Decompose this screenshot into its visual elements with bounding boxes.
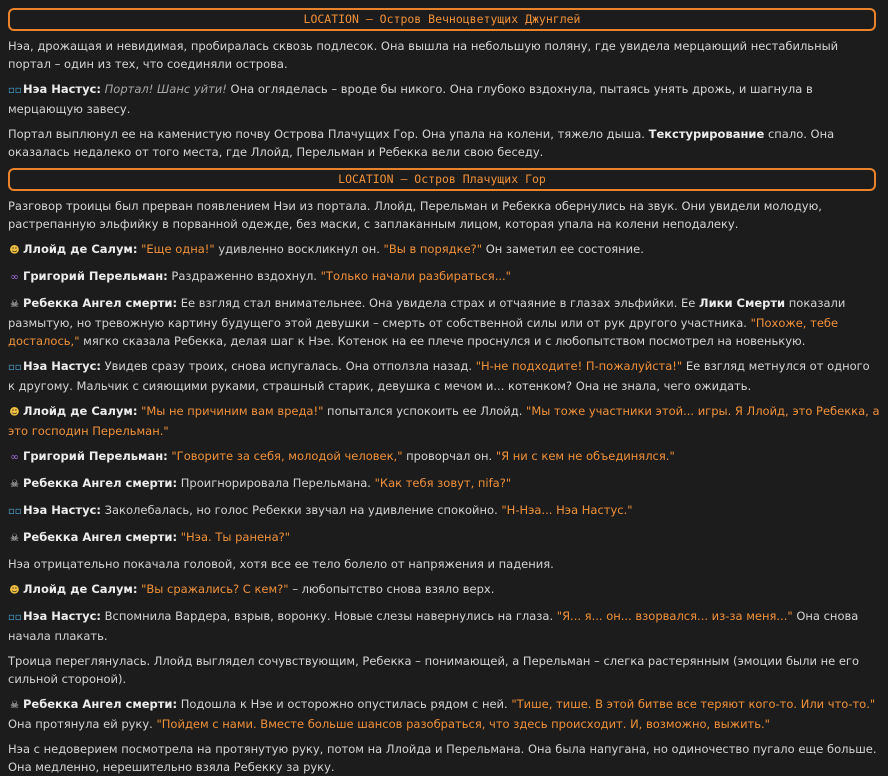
dialogue-line	[8, 267, 880, 287]
line-text: Он заметил ее состояние.	[482, 242, 644, 256]
narration-text: Разговор троицы был прерван появлением Нэи из портала. Ллойд, Перельман и Ребекка обернулись на звук. Они увидели молодую, растрепанную эльфийку в порванной одежде, без маски, с заплаканным лицом, которая упала на колени неподалеку.	[8, 199, 822, 231]
quote: "Я ни с кем не объединялся."	[495, 449, 675, 463]
glasses-icon: ▫▫	[8, 85, 22, 96]
location-banner: LOCATION – Остров Плачущих Гор	[8, 168, 876, 191]
dialogue-line	[8, 528, 880, 548]
narration	[8, 740, 880, 776]
narration-text: Нэа с недоверием посмотрела на протянутую руку, потом на Ллойда и Перельмана. Она была напугана, но одиночество пугало еще больше. Она медленно, нерешительно взяла Ребекку за руку.	[8, 742, 877, 774]
speaker-name: Нэа Настус:	[23, 82, 101, 96]
speaker-name: Григорий Перельман:	[23, 269, 168, 283]
line-text: Подошла к Нэе и осторожно опустилась рядом с ней.	[177, 697, 512, 711]
quote: "Я... я... он... взорвался... из-за меня..."	[556, 609, 793, 623]
dialogue-line	[8, 80, 880, 118]
dialogue-line	[8, 447, 880, 467]
narration	[8, 652, 880, 688]
line-text: показали размытую, но тревожную картину будущего этой девушки – смерть от собственной силы или от рук другого участника.	[8, 296, 846, 330]
quote: "Говорите за себя, молодой человек,"	[171, 449, 403, 463]
narration	[8, 37, 880, 73]
speaker-name: Ллойд де Салум:	[23, 404, 138, 418]
line-text: Ее взгляд метнулся от одного к другому. Мальчик с сияющими руками, страшный старик, девушка с мечом и... котенком? Она не знала, чего ожидать.	[8, 359, 870, 393]
speaker-name: Нэа Настус:	[23, 503, 101, 517]
narration	[8, 197, 880, 233]
line-text: попытался успокоить ее Ллойд.	[323, 404, 527, 418]
bold-term: Лики Смерти	[699, 296, 786, 310]
narration-text: спало. Она оказалась недалеко от того места, где Ллойд, Перельман и Ребекка вели свою беседу.	[8, 127, 835, 159]
line-text: Заколебалась, но голос Ребекки звучал на удивление спокойно.	[100, 503, 502, 517]
line-text: – любопытство снова взяло верх.	[288, 582, 495, 596]
speaker-name: Нэа Настус:	[23, 609, 101, 623]
glasses-icon: ▫▫	[8, 612, 22, 623]
dialogue-line	[8, 294, 880, 350]
narration	[8, 555, 880, 573]
dialogue-line	[8, 474, 880, 494]
dialogue-line	[8, 580, 880, 600]
line-text: Увидев сразу троих, снова испугалась. Она отползла назад.	[100, 359, 476, 373]
quote: "Только начали разбираться..."	[320, 269, 511, 283]
dialogue-line	[8, 501, 880, 521]
speaker-name: Ллойд де Салум:	[23, 582, 138, 596]
infinity-icon: ∞	[10, 452, 19, 463]
quote: "Похоже, тебе досталось,"	[8, 316, 839, 348]
speaker-name: Ребекка Ангел смерти:	[23, 476, 178, 490]
dialogue-line	[8, 402, 880, 440]
quote: "Еще одна!"	[141, 242, 215, 256]
line-text: Она протянула ей руку.	[8, 717, 157, 731]
speaker-name: Григорий Перельман:	[23, 449, 168, 463]
speaker-name: Ребекка Ангел смерти:	[23, 296, 178, 310]
quote: "Нэа. Ты ранена?"	[180, 530, 291, 544]
smiley-icon: ☻	[9, 245, 20, 256]
location-banner: LOCATION – Остров Вечноцветущих Джунглей	[8, 8, 876, 31]
line-text: проворчал он.	[402, 449, 496, 463]
dialogue-line	[8, 695, 880, 733]
narration-text: Нэа отрицательно покачала головой, хотя все ее тело болело от напряжения и падения.	[8, 557, 554, 571]
quote: "Вы в порядке?"	[383, 242, 483, 256]
thought-text: Портал! Шанс уйти!	[104, 82, 227, 96]
quote: "Пойдем с нами. Вместе больше шансов разобраться, что здесь происходит. И, возможно, выжить."	[156, 717, 770, 731]
skull-icon: ☠	[10, 479, 19, 490]
quote: "Н-не подходите! П-пожалуйста!"	[475, 359, 683, 373]
line-text: Раздраженно вздохнул.	[167, 269, 321, 283]
dialogue-line	[8, 357, 880, 395]
speaker-name: Нэа Настус:	[23, 359, 101, 373]
narration	[8, 125, 880, 161]
speaker-name: Ребекка Ангел смерти:	[23, 530, 178, 544]
infinity-icon: ∞	[10, 272, 19, 283]
narration-text: Троица переглянулась. Ллойд выглядел сочувствующим, Ребекка – понимающей, а Перельман – слегка растерянным (эмоции были не его сильной стороной).	[8, 654, 859, 686]
skull-icon: ☠	[10, 700, 19, 711]
dialogue-line	[8, 607, 880, 645]
quote: "Как тебя зовут, піfа?"	[374, 476, 512, 490]
line-text: Она снова начала плакать.	[8, 609, 859, 643]
speaker-name: Ребекка Ангел смерти:	[23, 697, 178, 711]
dialogue-line	[8, 240, 880, 260]
line-text: удивленно воскликнул он.	[214, 242, 384, 256]
quote: "Мы не причиним вам вреда!"	[141, 404, 324, 418]
smiley-icon: ☻	[9, 407, 20, 418]
line-text: мягко сказала Ребекка, делая шаг к Нэе. Котенок на ее плече проснулся и с любопытством посмотрел на новенькую.	[79, 334, 806, 348]
narration-text: Нэа, дрожащая и невидимая, пробиралась сквозь подлесок. Она вышла на небольшую поляну, где увидела мерцающий нестабильный портал – один из тех, что соединяли острова.	[8, 39, 839, 71]
speaker-name: Ллойд де Салум:	[23, 242, 138, 256]
quote: "Н-Нэа... Нэа Настус."	[501, 503, 633, 517]
skull-icon: ☠	[10, 533, 19, 544]
glasses-icon: ▫▫	[8, 506, 22, 517]
narration-text: Портал выплюнул ее на каменистую почву Острова Плачущих Гор. Она упала на колени, тяжело дыша.	[8, 127, 649, 141]
quote: "Тише, тише. В этой битве все теряют кого-то. Или что-то."	[511, 697, 876, 711]
line-text: Ее взгляд стал внимательнее. Она увидела страх и отчаяние в глазах эльфийки. Ее	[177, 296, 700, 310]
glasses-icon: ▫▫	[8, 362, 22, 373]
line-text: Проигнорировала Перельмана.	[177, 476, 375, 490]
skull-icon: ☠	[10, 299, 19, 310]
smiley-icon: ☻	[9, 585, 20, 596]
quote: "Мы тоже участники этой... игры. Я Ллойд, это Ребекка, а это господин Перельман."	[8, 404, 880, 438]
quote: "Вы сражались? С кем?"	[141, 582, 289, 596]
bold-term: Текстурирование	[648, 127, 765, 141]
line-text: Она огляделась – вроде бы никого. Она глубоко вздохнула, пытаясь унять дрожь, и шагнула в мерцающую завесу.	[8, 82, 813, 116]
line-text: Вспомнила Вардера, взрыв, воронку. Новые слезы навернулись на глаза.	[100, 609, 557, 623]
